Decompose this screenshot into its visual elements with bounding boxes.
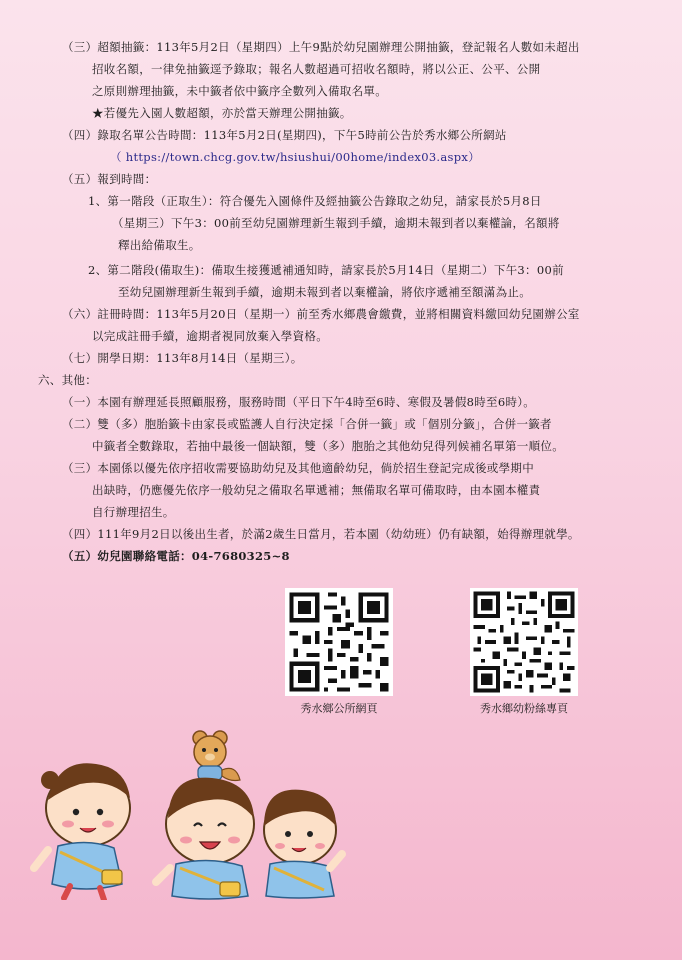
other4-line: （四）111年9月2日以後出生者，於滿2歲生日當月，若本園（幼幼班）仍有缺額，始得辦理就學。 — [62, 527, 580, 541]
item5-title: （五）報到時間： — [62, 172, 157, 186]
kid-right-icon — [264, 790, 342, 898]
kid-left-icon — [34, 763, 130, 900]
item7-line: （七）開學日期：113年8月14日（星期三）。 — [62, 351, 303, 365]
other1-line: （一）本園有辦理延長照顧服務，服務時間（平日下午4時至6時、寒假及暑假8時至6時）。 — [62, 395, 536, 409]
town-office-qr-code[interactable] — [285, 588, 393, 696]
teddy-bear-icon — [193, 731, 240, 781]
other2-line1: （二）雙（多）胞胎籤卡由家長或監護人自行決定採「合併一籤」或「個別分籤」，合併一籤者 — [62, 417, 552, 431]
town-website-link[interactable]: （ https://town.chcg.gov.tw/hsiushui/00home/index03.aspx） — [110, 150, 480, 164]
stage1-line2: （星期三）下午3：00前至幼兒園辦理新生報到手續，逾期未報到者以棄權論，名額將 — [112, 216, 560, 230]
stage1-line3: 釋出給備取生。 — [118, 238, 201, 252]
other3-line2: 出缺時，仍應優先依序一般幼兒之備取名單遞補；無備取名單可備取時，由本園本權責 — [92, 483, 541, 497]
kid-middle-icon — [156, 778, 254, 899]
fanpage-qr-code[interactable] — [470, 588, 578, 696]
item4-line1: （四）錄取名單公告時間：113年5月2日(星期四)，下午5時前公告於秀水鄉公所網站 — [62, 128, 507, 142]
stage2-line2: 至幼兒園辦理新生報到手續，逾期未報到者以棄權論，將依序遞補至額滿為止。 — [118, 285, 531, 299]
item3-line1: （三）超額抽籤：113年5月2日（星期四）上午9點於幼兒園辦理公開抽籤，登記報名人數如未超出 — [62, 40, 580, 54]
section6-title: 六、其他： — [38, 373, 97, 387]
item6-line1: （六）註冊時間：113年5月20日（星期一）前至秀水鄉農會繳費，並將相關資料繳回幼兒園辦公室 — [62, 307, 580, 321]
town-office-qr-label: 秀水鄉公所網頁 — [300, 702, 378, 715]
item3-line3: 之原則辦理抽籤，未中籤者依中籤序全數列入備取名單。 — [92, 84, 387, 98]
children-mascot-illustration — [30, 730, 350, 900]
stage2-line1: 2、第二階段(備取生)：備取生接獲遞補通知時，請家長於5月14日（星期二）下午3：00前 — [88, 263, 564, 277]
item3-line2: 招收名額，一律免抽籤逕予錄取；報名人數超過可招收名額時，將以公正、公平、公開 — [92, 62, 541, 76]
qr-pattern-icon — [470, 588, 578, 696]
stage1-line1: 1、第一階段（正取生）：符合優先入園條件及經抽籤公告錄取之幼兒，請家長於5月8日 — [88, 194, 542, 208]
other2-line2: 中籤者全數錄取，若抽中最後一個缺額，雙（多）胞胎之其他幼兒得列候補名單第一順位。 — [92, 439, 564, 453]
qr-pattern-icon — [285, 588, 393, 696]
contact-phone-line: （五）幼兒園聯絡電話：04-7680325~8 — [62, 549, 290, 563]
item3-note: ★若優先入園人數超額，亦於當天辦理公開抽籤。 — [92, 106, 352, 120]
other3-line3: 自行辦理招生。 — [92, 505, 175, 519]
item6-line2: 以完成註冊手續，逾期者視同放棄入學資格。 — [92, 329, 328, 343]
other3-line1: （三）本園係以優先依序招收需要協助幼兒及其他適齡幼兒，倘於招生登記完成後或學期中 — [62, 461, 534, 475]
fanpage-qr-label: 秀水鄉幼粉絲專頁 — [480, 702, 568, 715]
